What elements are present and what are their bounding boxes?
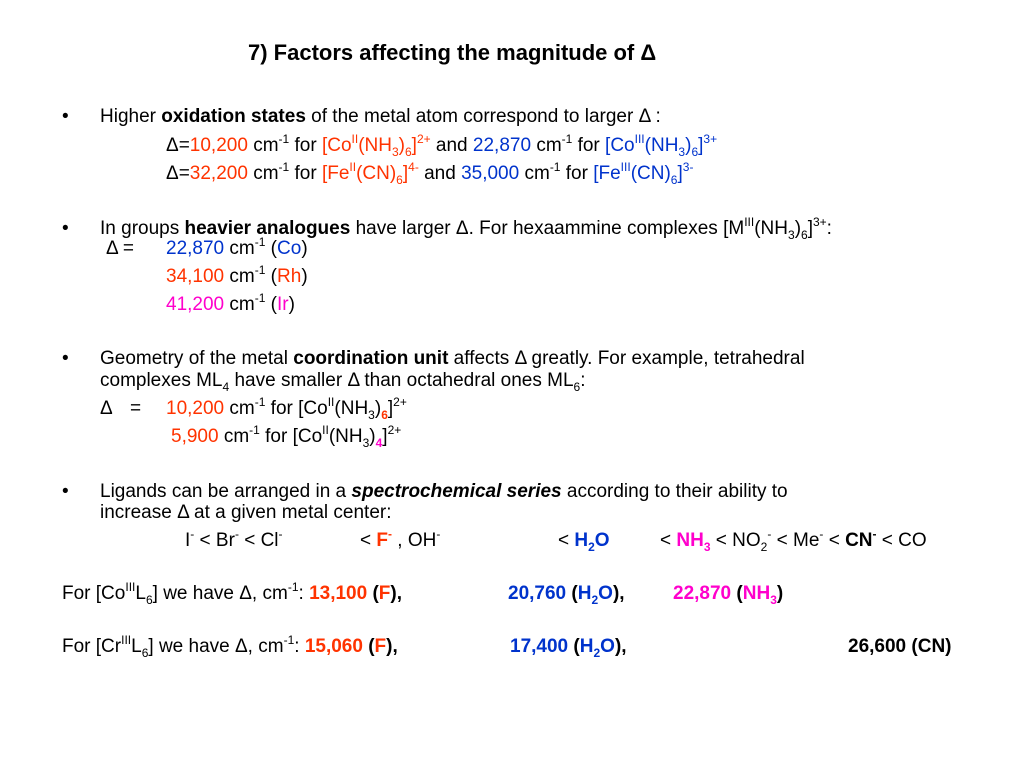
cr-line-h2o: 17,400 $(H_2O)$, [510, 636, 627, 660]
series-halides: I- < Br- < Cl- [185, 527, 283, 551]
series-nh3-to-co: < $NH_3 < NO_2^- < Me^- < CN^-$ < CO [660, 527, 927, 554]
series-h2o: < $H_2O$ [558, 530, 610, 554]
oxidation-row-fe: Δ=32,200 $cm^{-1}$ for $[Fe^{II}(CN)_6]^{4-}$ and 35,000 $cm^{-1}$ for $[Fe^{III}(CN)_6]^{3-}$ [166, 160, 694, 187]
co-line-nh3: 22,870 $(NH_3)$ [673, 583, 784, 607]
bullet-3-marker: • [62, 348, 69, 369]
bullet-1-marker: • [62, 106, 69, 127]
geometry-row-tetrahedral: 5,900 $cm^{-1}$ for $[Co^{II}(NH_3)_4]^{2+}$ [171, 423, 402, 450]
co-line-h2o: 20,760 $(H_2O)$, [508, 583, 625, 607]
geometry-delta-symbol: Δ [100, 398, 113, 419]
delta-equals-label: Δ = [106, 238, 135, 259]
group-row-rh: 34,100 $cm^{-1}$ (Rh) [166, 263, 308, 287]
bullet-4-marker: • [62, 481, 69, 502]
oxidation-row-co: Δ=10,200 $cm^{-1}$ for $[Co^{II}(NH_3)_6]^{2+}$ and 22,870 $cm^{-1}$ for $[Co^{III}(NH_3)_6]^{3+}$ [166, 132, 718, 159]
bullet-1-text: Higher oxidation states of the metal atom correspond to larger Δ : [100, 106, 661, 127]
geometry-row-octahedral: 10,200 $cm^{-1}$ for $[Co^{II}(NH_3)_6]^{2+}$ [166, 395, 407, 422]
series-f-oh: < F- , OH- [360, 527, 441, 551]
geometry-equals: = [130, 398, 142, 419]
co-line-label: For $[Co^{III}L_6]$ we have Δ, $cm^{-1}$: 13,100 (F), [62, 580, 403, 607]
group-row-co: 22,870 $cm^{-1}$ (Co) [166, 235, 308, 259]
cr-line-cn: 26,600 (CN) [848, 636, 952, 657]
bullet-4-text-line2: increase Δ at a given metal center: [100, 502, 392, 523]
page-title: 7) Factors affecting the magnitude of Δ [248, 40, 657, 65]
bullet-2-text: In groups heavier analogues have larger Δ. For hexaammine complexes $[M^{III}(NH_3)_6]^{3+}$: [100, 215, 832, 242]
group-row-ir: 41,200 $cm^{-1}$ (Ir) [166, 291, 295, 315]
bullet-3-text: Geometry of the metal coordination unit affects Δ greatly. For example, tetrahedral [100, 348, 805, 369]
bullet-2-marker: • [62, 218, 69, 239]
cr-line-label: For $[Cr^{III}L_6]$ we have Δ, $cm^{-1}$: 15,060 (F), [62, 633, 398, 660]
bullet-3-text-line2: complexes $ML_4$ have smaller Δ than octahedral ones $ML_6$: [100, 370, 586, 394]
bullet-4-text: Ligands can be arranged in a spectrochemical series according to their ability to [100, 481, 788, 502]
